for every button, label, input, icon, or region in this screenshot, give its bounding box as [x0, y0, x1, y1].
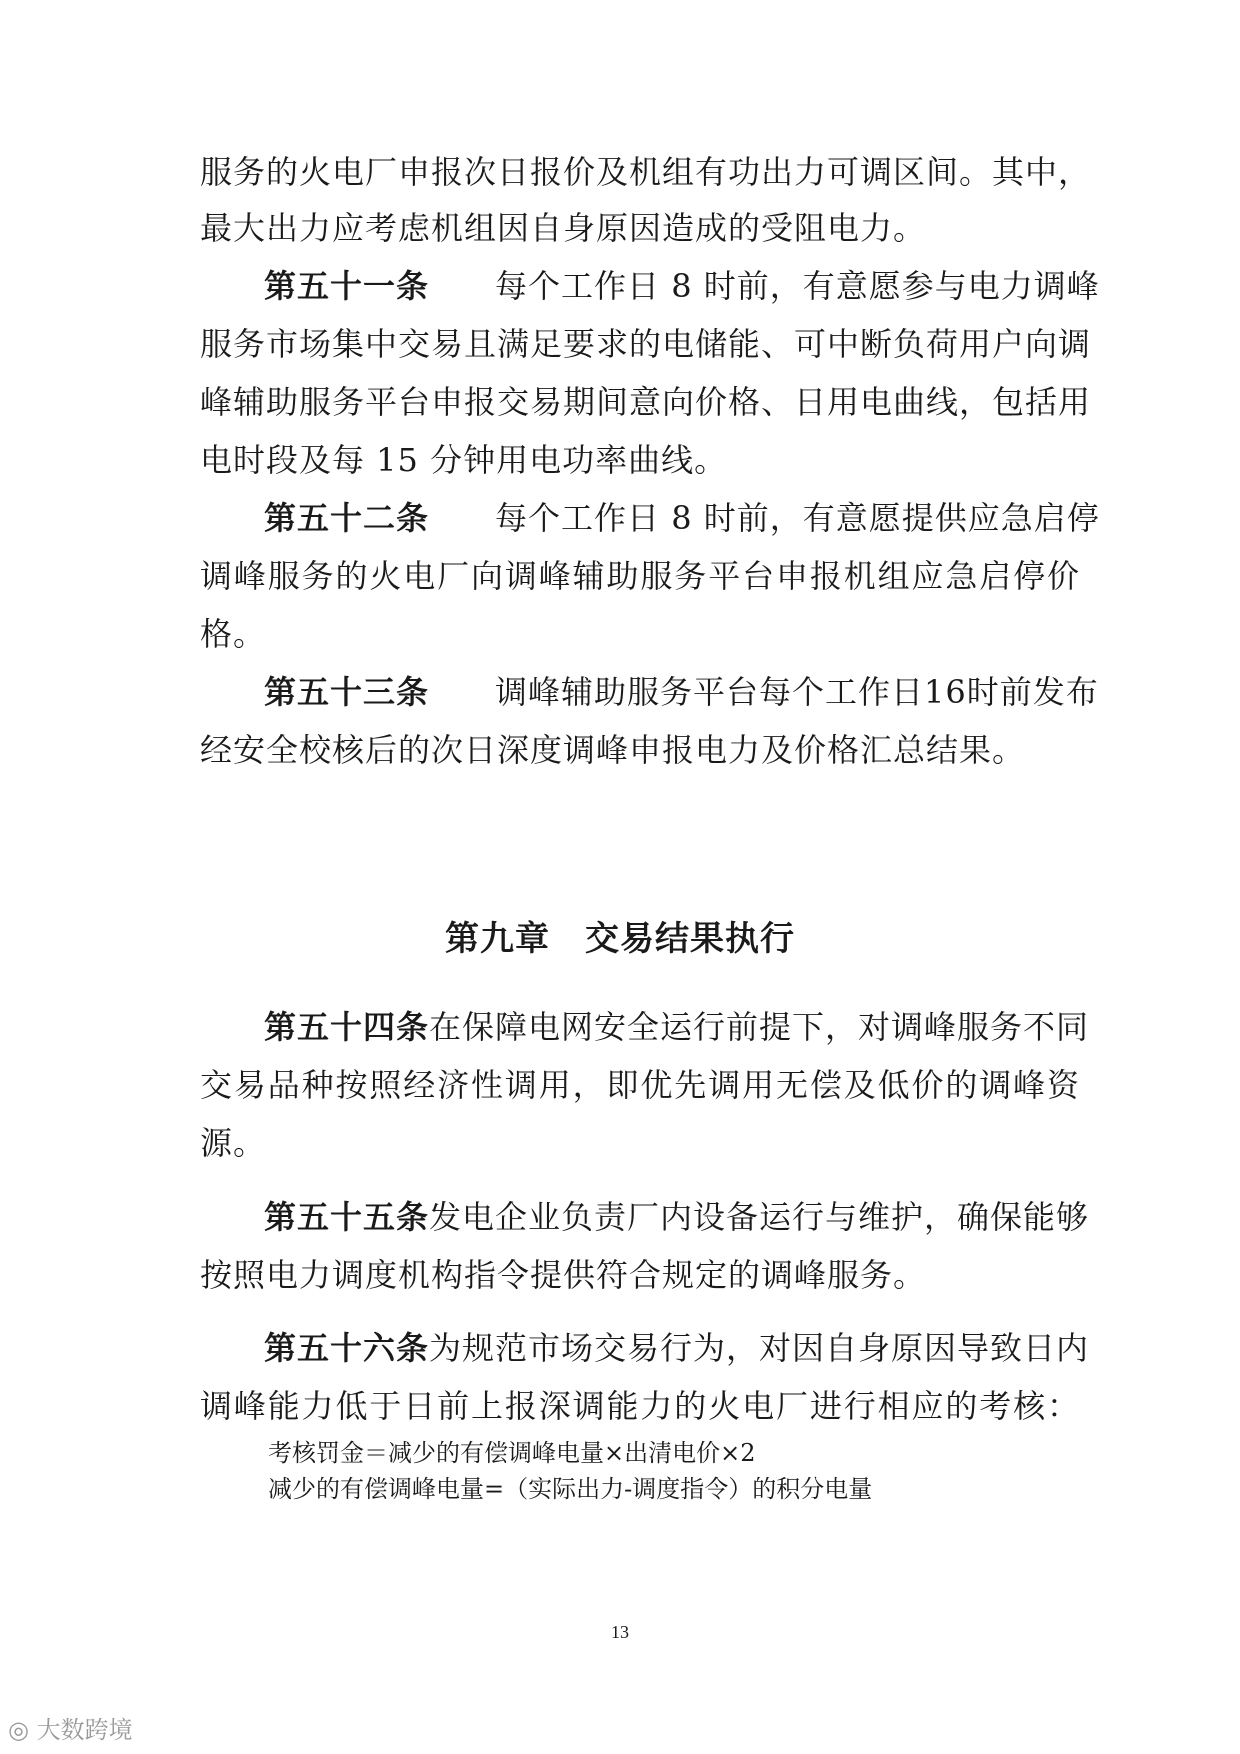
article-title: 第五十二条 [264, 499, 430, 537]
article-text: 发电企业负责厂内设备运行与维护，确保能够 [429, 1198, 1090, 1236]
watermark [8, 1710, 133, 1745]
article-text: 每个工作日 8 时前，有意愿提供应急启停 [495, 499, 1100, 537]
body-line: 格。 [200, 615, 267, 653]
body-line: 最大出力应考虑机组因自身原因造成的受阻电力。 [200, 209, 927, 247]
article-title: 第五十六条 [264, 1329, 430, 1367]
body-line: 调峰能力低于日前上报深调能力的火电厂进行相应的考核： [200, 1387, 1080, 1425]
article-text: 调峰辅助服务平台每个工作日16时前发布 [495, 673, 1099, 711]
watermark-logo-icon: ◎ [8, 1716, 37, 1744]
body-line: 调峰服务的火电厂向调峰辅助服务平台申报机组应急启停价 [200, 557, 1080, 595]
article-title: 第五十一条 [264, 267, 430, 305]
article-text: 在保障电网安全运行前提下，对调峰服务不同 [429, 1008, 1090, 1046]
article-title: 第五十四条 [264, 1008, 430, 1046]
formula-reduced-energy: 减少的有偿调峰电量=（实际出力-调度指令）的积分电量 [268, 1475, 873, 1503]
formula-penalty: 考核罚金＝减少的有偿调峰电量×出清电价×2 [268, 1439, 756, 1467]
body-line: 按照电力调度机构指令提供符合规定的调峰服务。 [200, 1256, 927, 1294]
article-55 [264, 1197, 1090, 1237]
body-line: 服务的火电厂申报次日报价及机组有功出力可调区间。其中， [200, 153, 1092, 191]
article-51 [264, 266, 1100, 306]
chapter-heading: 第九章 交易结果执行 [445, 919, 795, 959]
article-54 [264, 1007, 1090, 1047]
watermark-text: 大数跨境 [36, 1716, 133, 1744]
article-text: 每个工作日 8 时前，有意愿参与电力调峰 [495, 267, 1100, 305]
article-text: 为规范市场交易行为，对因自身原因导致日内 [429, 1329, 1090, 1367]
article-title: 第五十三条 [264, 673, 430, 711]
body-line: 交易品种按照经济性调用，即优先调用无偿及低价的调峰资 [200, 1066, 1080, 1104]
body-line: 服务市场集中交易且满足要求的电储能、可中断负荷用户向调 [200, 325, 1092, 363]
page-number: 13 [611, 1622, 629, 1642]
body-line: 峰辅助服务平台申报交易期间意向价格、日用电曲线，包括用 [200, 383, 1092, 421]
article-56 [264, 1328, 1090, 1368]
body-line: 经安全校核后的次日深度调峰申报电力及价格汇总结果。 [200, 731, 1026, 769]
article-title: 第五十五条 [264, 1198, 430, 1236]
body-line: 电时段及每 15 分钟用电功率曲线。 [200, 441, 728, 479]
article-52 [264, 498, 1100, 538]
body-line: 源。 [200, 1124, 267, 1162]
article-53 [264, 672, 1099, 712]
